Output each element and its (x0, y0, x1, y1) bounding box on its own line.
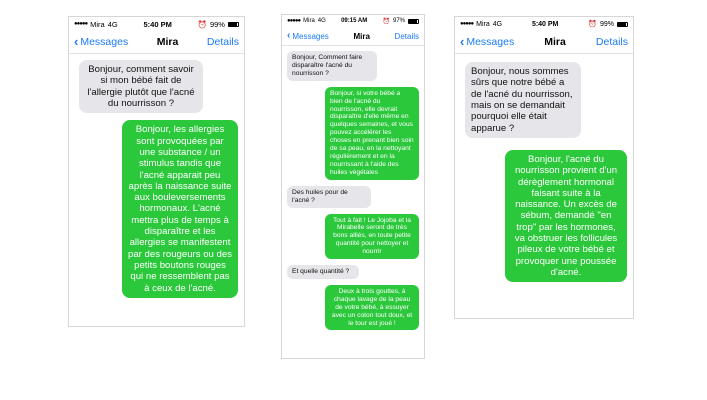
carrier-name: Mira (476, 20, 490, 28)
back-label: Messages (466, 36, 515, 48)
battery-icon (408, 19, 419, 24)
back-button[interactable] (74, 36, 128, 48)
chat-screen-2 (281, 14, 425, 359)
conversation-title: Mira (353, 31, 370, 41)
status-time: 5:40 PM (143, 19, 172, 29)
carrier-name: Mira (90, 19, 105, 29)
battery-percent: 99% (209, 19, 225, 29)
network-type: 4G (492, 20, 503, 28)
signal-icon: ●●●●● (287, 18, 301, 24)
alarm-icon: ⏰ (382, 18, 390, 25)
alarm-icon: ⏰ (588, 21, 597, 28)
network-type: 4G (107, 19, 118, 29)
chat-screen-3 (454, 16, 634, 319)
incoming-message: Et quelle quantité ? (287, 265, 359, 279)
message-list (455, 54, 633, 290)
battery-percent: 97% (392, 18, 405, 24)
chevron-left-icon: ‹ (287, 30, 291, 41)
chevron-left-icon: ‹ (74, 34, 79, 49)
alarm-icon: ⏰ (197, 19, 207, 29)
battery-icon (228, 22, 239, 27)
nav-bar (455, 31, 633, 54)
back-label: Messages (80, 36, 129, 48)
back-button[interactable] (460, 36, 514, 48)
details-button[interactable]: Details (206, 36, 239, 48)
incoming-message: Des huiles pour de l'acné ? (287, 186, 371, 208)
signal-icon: ●●●●● (460, 21, 474, 27)
outgoing-message: Bonjour, l'acné du nourrisson provient d'un dérèglement hormonal faisant suite à la naissance. Un excès de sébum, demandé "en trop" par les hormones, va obstruer les follicules pileux de votre bébé et provoquer une poussée d'acné. (505, 150, 627, 282)
outgoing-message: Tout à fait ! Le Jojoba et la Mirabelle seront de très bons alliés, en toute petite quantité pour nettoyer et nourrir (325, 214, 419, 260)
status-time: 09:15 AM (341, 18, 368, 24)
status-time: 5:40 PM (531, 20, 559, 28)
status-bar (282, 15, 424, 27)
status-bar (69, 17, 244, 31)
battery-icon (617, 22, 628, 27)
message-list (69, 54, 244, 304)
back-button[interactable] (287, 31, 329, 41)
outgoing-message: Bonjour, les allergies sont provoquées par une substance / un stimulus tandis que l'acné apparait peu après la naissance suite aux bouleversements hormonaux. L'acné mettra plus de temps à disparaître et les allergies se manifestent par des rougeurs ou des petits boutons rouges qui ne ressemblent pas à ceux de l'acné. (122, 120, 238, 298)
incoming-message: Bonjour, nous sommes sûrs que notre bébé a de l'acné du nourrisson, mais on se demandait pourquoi elle était apparue ? (465, 62, 581, 138)
conversation-title: Mira (156, 36, 179, 48)
chat-screen-1 (68, 16, 245, 327)
signal-icon: ●●●●● (74, 21, 88, 27)
message-list (282, 46, 424, 335)
chevron-left-icon: ‹ (460, 34, 465, 49)
details-button[interactable]: Details (595, 36, 628, 48)
network-type: 4G (317, 18, 326, 24)
incoming-message: Bonjour, comment savoir si mon bébé fait de l'allergie plutôt que l'acné du nourrisson ? (79, 60, 203, 113)
carrier-name: Mira (303, 18, 315, 24)
status-bar (455, 17, 633, 31)
nav-bar (282, 27, 424, 46)
back-label: Messages (292, 31, 329, 41)
nav-bar (69, 31, 244, 54)
details-button[interactable]: Details (394, 31, 419, 41)
outgoing-message: Deux à trois gouttes, à chaque lavage de la peau de votre bébé, à essuyer avec un coton tout doux, et le tour est joué ! (325, 285, 419, 331)
battery-percent: 99% (599, 20, 614, 28)
conversation-title: Mira (544, 36, 566, 48)
outgoing-message: Bonjour, si votre bébé a bien de l'acné du nourrisson, elle devrait disparaître d'elle même en quelques semaines, et vous pouvez accélérer les choses en prenant bien soin de sa peau, en la nettoyant régulièrement et en la nourrissant à l'aide des huiles végétales (325, 87, 419, 180)
incoming-message: Bonjour, Comment faire disparaître l'acné du nourrisson ? (287, 51, 377, 81)
